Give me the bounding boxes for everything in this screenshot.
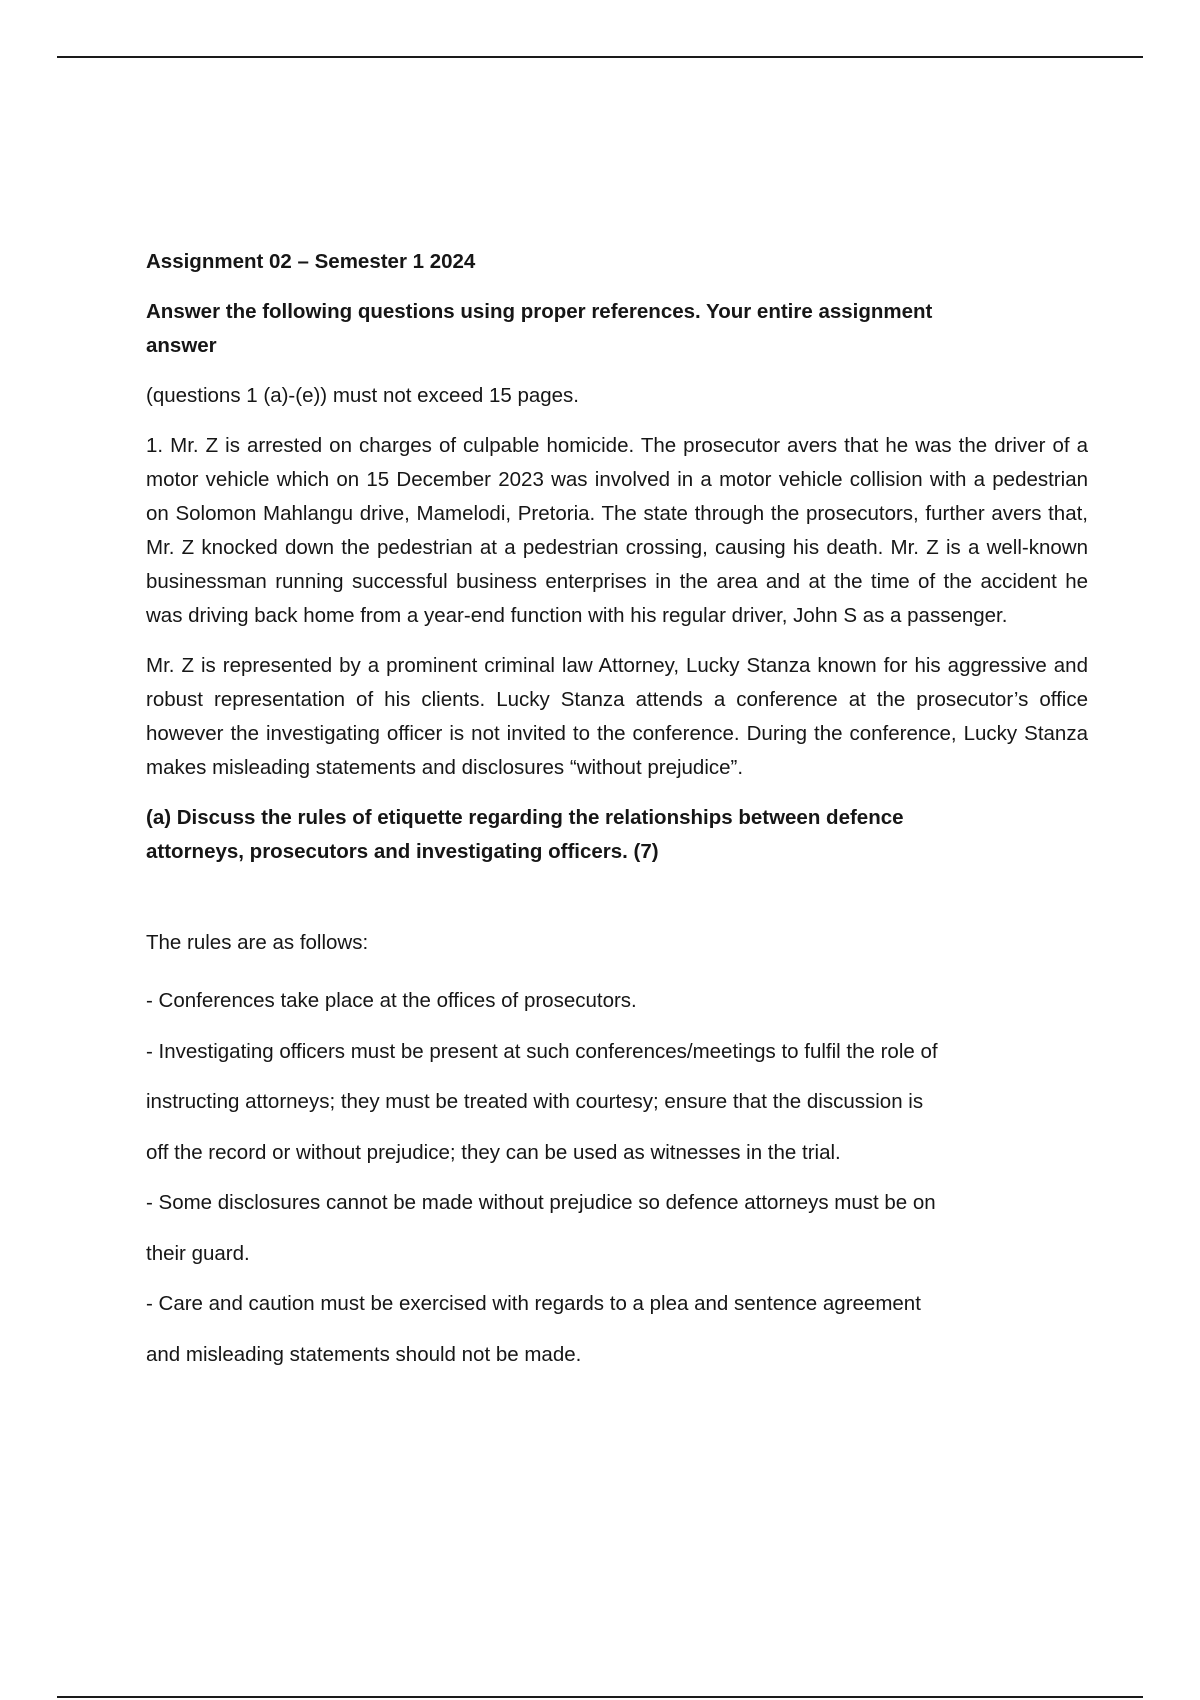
question-1-paragraph-2: Mr. Z is represented by a prominent criminal law Attorney, Lucky Stanza known for his aggressive and robust representation of his clients. Lucky Stanza attends a conference at the prosecutor’s office however the investigating officer is not invited to the conference. During the conference, Lucky Stanza makes misleading statements and disclosures “without prejudice”. <box>146 654 1088 779</box>
instructions <box>146 295 1088 363</box>
bottom-divider <box>57 1696 1143 1698</box>
answer-rule-2 <box>146 1027 1088 1179</box>
answer-rule-3-line-2: their guard. <box>146 1241 250 1265</box>
assignment-title: Assignment 02 – Semester 1 2024 <box>146 250 476 273</box>
top-divider <box>57 56 1143 58</box>
answer-rule-4 <box>146 1279 1088 1380</box>
document-body <box>146 245 1088 1380</box>
answer-rule-2-line-1: - Investigating officers must be present at such conferences/meetings to fulfil the role of <box>146 1039 938 1063</box>
instructions-line-1: Answer the following questions using proper references. Your entire assignment <box>146 300 933 323</box>
answer-rule-1 <box>146 976 1088 1027</box>
question-a-line-2: attorneys, prosecutors and investigating officers. (7) <box>146 840 659 863</box>
instructions-line-2: answer <box>146 334 217 357</box>
answer-rule-2-line-2: instructing attorneys; they must be treated with courtesy; ensure that the discussion is <box>146 1090 924 1113</box>
answer-rule-2-line-3: off the record or without prejudice; they can be used as witnesses in the trial. <box>146 1140 841 1164</box>
answer-rule-1-line-1: - Conferences take place at the offices of prosecutors. <box>146 989 637 1012</box>
answer-rule-4-line-2: and misleading statements should not be made. <box>146 1342 582 1366</box>
question-a <box>146 801 1088 869</box>
answer-rules-list <box>146 976 1088 1380</box>
question-1-paragraph-1: 1. Mr. Z is arrested on charges of culpable homicide. The prosecutor avers that he was the driver of a motor vehicle which on 15 December 2023 was involved in a motor vehicle collision with a pedestrian on Solomon Mahlangu drive, Mamelodi, Pretoria. The state through the prosecutors, further avers that, Mr. Z knocked down the pedestrian at a pedestrian crossing, causing his death. Mr. Z is a well-known businessman running successful business enterprises in the area and at the time of the accident he was driving back home from a year-end function with his regular driver, John S as a passenger. <box>146 434 1088 627</box>
question-a-line-1: (a) Discuss the rules of etiquette regarding the relationships between defence <box>146 806 904 829</box>
page-limit-note: (questions 1 (a)-(e)) must not exceed 15 pages. <box>146 384 579 407</box>
answer-rule-3 <box>146 1178 1088 1279</box>
answer-rule-4-line-1: - Care and caution must be exercised with regards to a plea and sentence agreement <box>146 1292 921 1315</box>
answer-rule-3-line-1: - Some disclosures cannot be made without prejudice so defence attorneys must be on <box>146 1191 936 1214</box>
answer-intro: The rules are as follows: <box>146 931 369 954</box>
